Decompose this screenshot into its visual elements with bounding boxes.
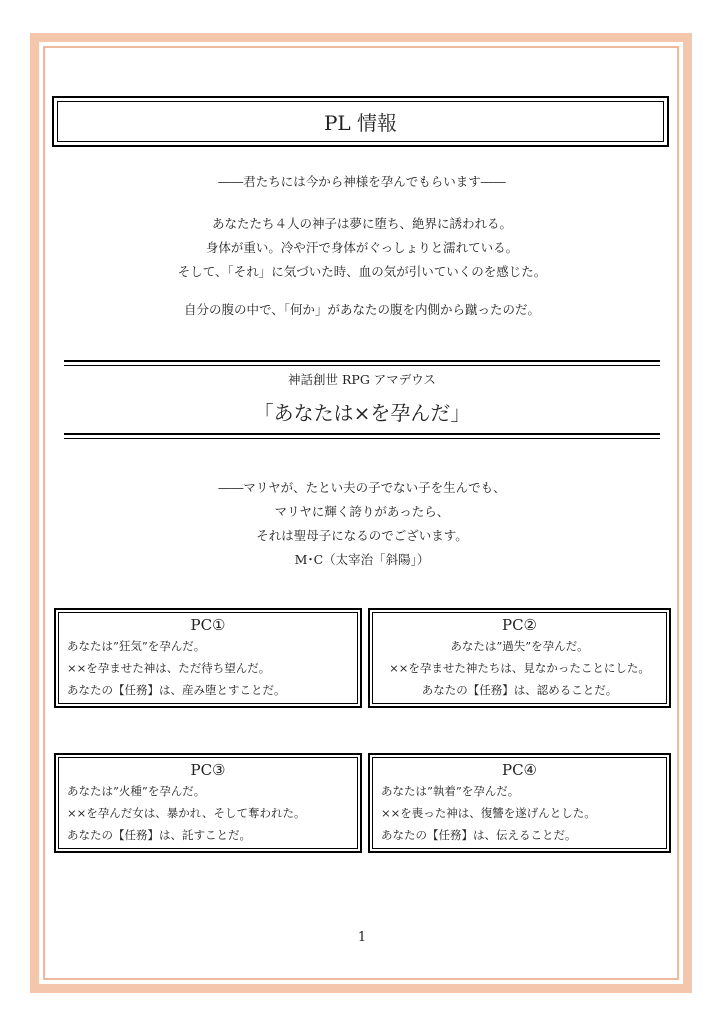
page-title: PL 情報 (57, 101, 664, 142)
pc-title: PC② (501, 616, 538, 634)
divider-bottom (64, 433, 660, 439)
quote-block (60, 476, 664, 572)
scenario-title: 「あなたは×を孕んだ」 (253, 401, 471, 425)
quote-line: マリヤに輝く誇りがあったら、 (274, 504, 450, 519)
pc-card-2 (368, 608, 671, 708)
pc-title: PC③ (190, 761, 226, 779)
pc-line: ××を孕んだ女は、暴かれ、そして奪われた。 (67, 806, 306, 820)
intro-final-line: 自分の腹の中で、「何か」があなたの腹を内側から蹴ったのだ。 (183, 302, 540, 317)
divider-top (64, 360, 660, 366)
title-box (52, 96, 669, 147)
pc-line: あなたは”過失”を孕んだ。 (450, 639, 589, 653)
intro-line: 身体が重い。冷や汗で身体がぐっしょりと濡れている。 (205, 240, 519, 255)
pc-title: PC① (190, 616, 226, 634)
pc-card-4 (368, 753, 671, 853)
pc-title: PC④ (501, 761, 538, 779)
pc-line: あなたの【任務】は、託すことだ。 (67, 828, 251, 842)
intro-line: あなたたち４人の神子は夢に堕ち、絶界に誘われる。 (211, 216, 512, 231)
pc-line: ××を喪った神は、復讐を遂げんとした。 (381, 806, 596, 820)
pc-line: あなたは”執着”を孕んだ。 (381, 784, 520, 798)
page-number: 1 (357, 930, 367, 945)
pc-line: あなたの【任務】は、伝えることだ。 (381, 828, 577, 842)
pc-line: あなたは”狂気”を孕んだ。 (67, 639, 206, 653)
pc-line: あなたの【任務】は、産み堕とすことだ。 (67, 683, 286, 697)
pc-line: あなたは”火種”を孕んだ。 (67, 784, 206, 798)
pc-line: ××を孕ませた神たちは、見なかったことにした。 (389, 661, 650, 675)
pc-card-1 (54, 608, 362, 708)
pc-line: ××を孕ませた神は、ただ待ち望んだ。 (67, 661, 271, 675)
quote-line: ――マリヤが、たとい夫の子でない子を生んでも、 (218, 480, 506, 495)
quote-attribution: M･C（太宰治「斜陽」） (294, 552, 430, 567)
pc-line: あなたの【任務】は、認めることだ。 (421, 683, 618, 697)
intro-paragraph (60, 212, 664, 284)
pc-card-3 (54, 753, 362, 853)
intro-line: そして、「それ」に気づいた時、血の気が引いていくのを感じた。 (177, 264, 547, 279)
quote-line: それは聖母子になるのでございます。 (256, 528, 468, 543)
intro-tagline: ――君たちには今から神様を孕んでもらいます―― (218, 174, 506, 189)
scenario-subtitle: 神話創世 RPG アマデウス (288, 372, 436, 387)
